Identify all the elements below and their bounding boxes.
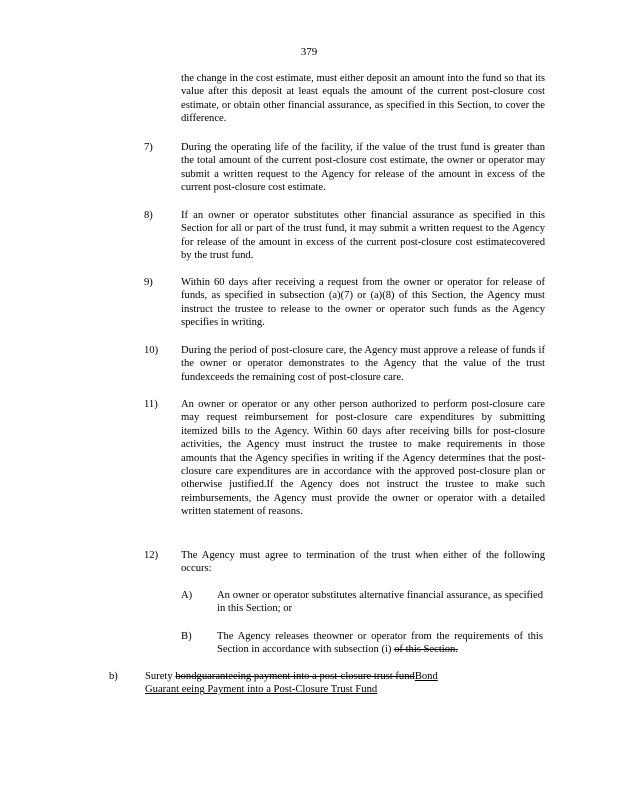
section-b-heading xyxy=(145,670,505,697)
item-number-8: 8) xyxy=(144,210,153,221)
item-number-12: 12) xyxy=(144,550,159,561)
item-text-11: An owner or operator or any other person authorized to perform post-closure care may request reimbursement for post-closure care expenditures by submitting itemized bills to the Agency. Within 60 days after receiving bills for post-closure activities, the Agency must instruct the trustee to make requirements in those amounts that the Agency specifies in writing if the Agency determines that the post-closure care expenditures are in accordance with the approved post-closure plan or otherwise justified.If the Agency does not instruct the trustee to make such reimbursements, the Agency must provide the owner or operator with a detailed written statement of reasons. xyxy=(181,399,545,518)
section-b-underlined-text-2: Guarant eeing Payment into a Post-Closure Trust Fund xyxy=(145,684,378,696)
item-number-11: 11) xyxy=(144,399,158,410)
sub-item-text-b xyxy=(217,630,543,657)
sub-item-b-struck-text: of this Section xyxy=(394,644,456,656)
section-b-normal-text: Surety xyxy=(145,671,173,682)
item-text-9: Within 60 days after receiving a request from the owner or operator for release of funds, as specified in subsection (a)(7) or (a)(8) of this Section, the Agency must instruct the trustee to release to the owner or operator such funds as the Agency specifies in writing. xyxy=(181,277,545,329)
item-number-10: 10) xyxy=(144,345,159,356)
item-number-7: 7) xyxy=(144,142,153,153)
item-text-7: During the operating life of the facility, if the value of the trust fund is greater than the total amount of the current post-closure cost estimate, the owner or operator may submit a written request to the Agency for release of the amount in excess of the current post-closure cost estimate. xyxy=(181,142,545,194)
intro-paragraph: the change in the cost estimate, must either deposit an amount into the fund so that its value after this deposit at least equals the amount of the current post-closure cost estimate, or obtain other financial assurance, as specified in this Section, to cover the difference. xyxy=(181,73,545,125)
item-number-9: 9) xyxy=(144,277,153,288)
item-text-10: During the period of post-closure care, the Agency must approve a release of funds if the owner or operator demonstrates to the Agency that the value of the trust fundexceeds the remaining cost of post-closure care. xyxy=(181,345,545,383)
sub-item-letter-a: A) xyxy=(181,590,193,601)
page-number: 379 xyxy=(300,46,318,58)
section-b-label: b) xyxy=(109,671,118,682)
sub-item-text-a: An owner or operator substitutes alternative financial assurance, as specified in this Section; or xyxy=(217,590,543,615)
section-b-underlined-text-1: Bond xyxy=(414,671,438,682)
item-text-12: The Agency must agree to termination of the trust when either of the following occurs: xyxy=(181,550,545,575)
item-text-8: If an owner or operator substitutes other financial assurance as specified in this Section for all or part of the trust fund, it may submit a written request to the Agency for release of the amount in excess of the current post-closure cost estimatecovered by the trust fund. xyxy=(181,210,545,262)
section-b-struck-text: bondguaranteeing payment into a post-closure trust fund xyxy=(175,671,415,682)
sub-item-b-struck-period: . xyxy=(455,644,458,656)
sub-item-b-normal-text: The Agency releases theowner or operator from the requirements of this Section in accordance with subsection (i) xyxy=(217,631,543,656)
sub-item-letter-b: B) xyxy=(181,631,192,642)
